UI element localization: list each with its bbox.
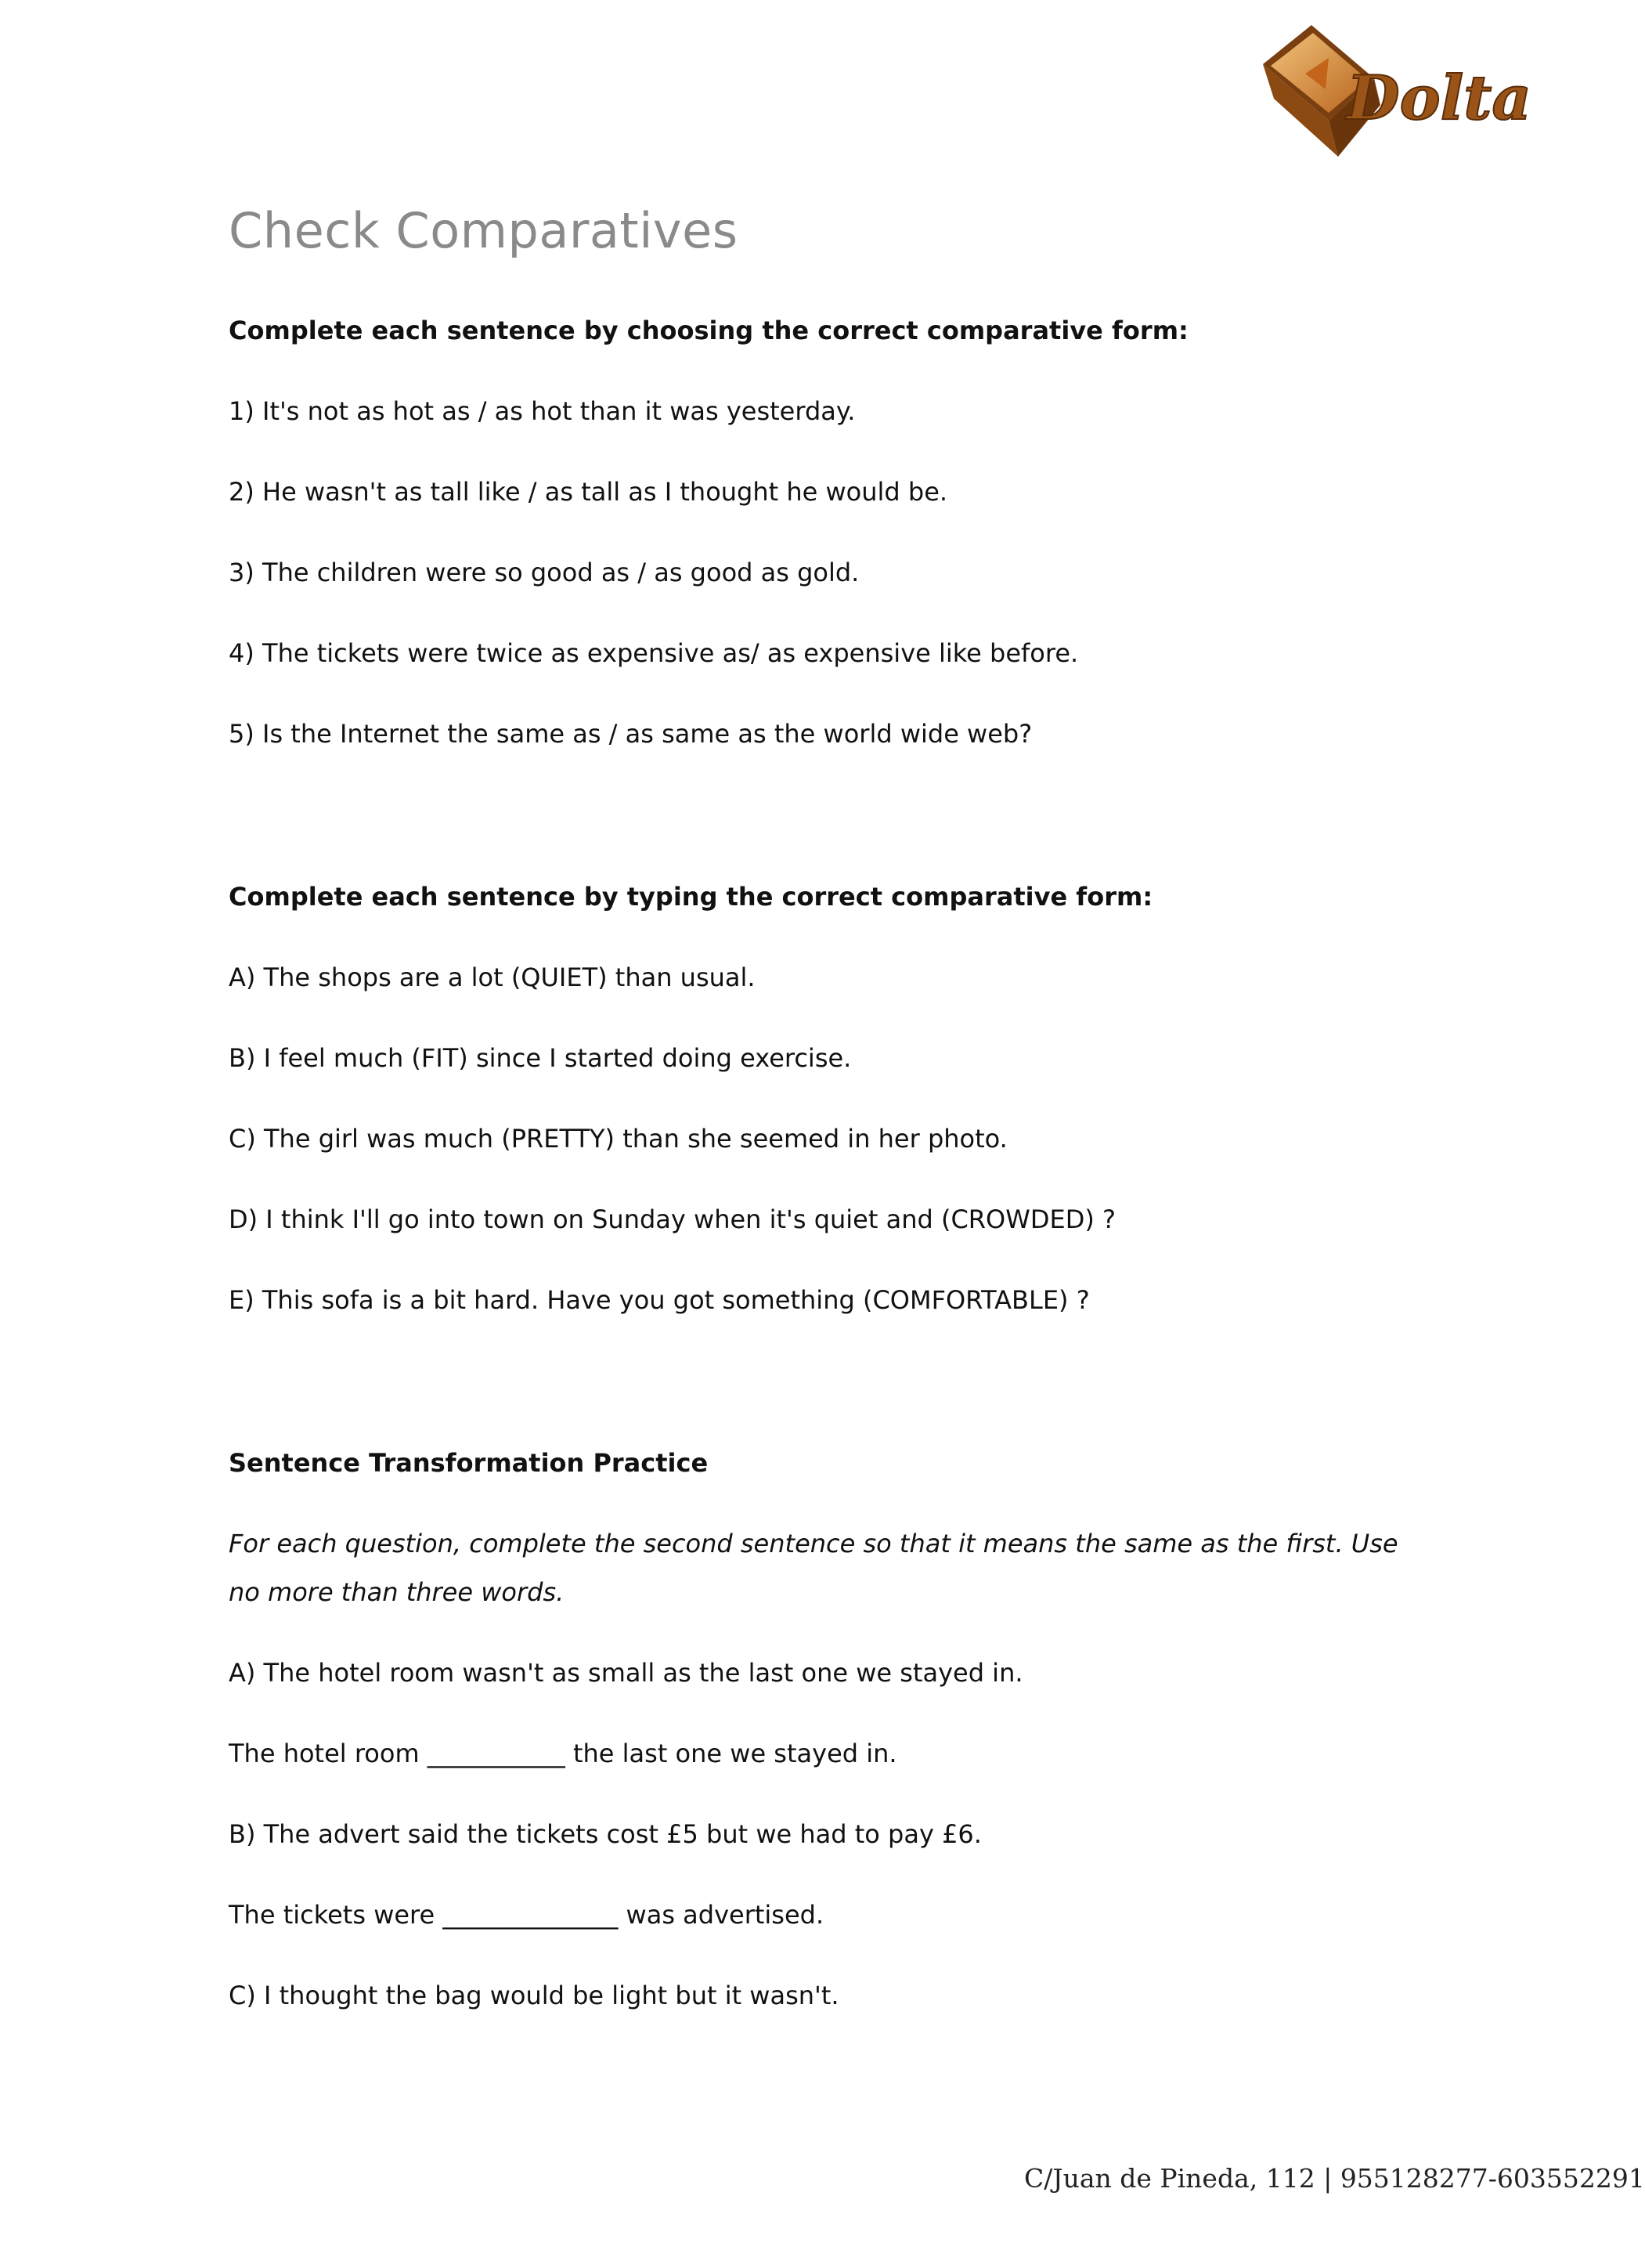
list-item: B) I feel much (FIT) since I started doing exercise. [229,1043,852,1073]
footer-address: C/Juan de Pineda, 112 | 955128277-603552291 [1024,2163,1645,2194]
list-item: 4) The tickets were twice as expensive as/ as expensive like before. [229,638,1079,668]
list-item: D) I think I'll go into town on Sunday when it's quiet and (CROWDED) ? [229,1204,1116,1234]
page-title: Check Comparatives [229,202,738,259]
list-item: 3) The children were so good as / as good as gold. [229,558,860,587]
list-item: The hotel room ___________ the last one we stayed in. [229,1739,897,1768]
instruction-text: For each question, complete the second sentence so that it means the same as the first. Use [229,1529,1398,1558]
list-item: 1) It's not as hot as / as hot than it was yesterday. [229,396,856,426]
list-item: C) I thought the bag would be light but it wasn't. [229,1981,839,2010]
list-item: C) The girl was much (PRETTY) than she seemed in her photo. [229,1124,1008,1154]
list-item: 2) He wasn't as tall like / as tall as I thought he would be. [229,477,948,507]
list-item: 5) Is the Internet the same as / as same as the world wide web? [229,719,1033,749]
dolta-logo [1257,17,1531,168]
list-item: A) The shops are a lot (QUIET) than usual. [229,962,756,992]
section-heading-transformation: Sentence Transformation Practice [229,1448,709,1478]
instruction-text: no more than three words. [229,1577,565,1607]
list-item: E) This sofa is a bit hard. Have you got something (COMFORTABLE) ? [229,1285,1090,1315]
list-item: B) The advert said the tickets cost £5 but we had to pay £6. [229,1819,982,1849]
svg-text:Dolta: Dolta [1347,63,1531,134]
section-heading-type: Complete each sentence by typing the correct comparative form: [229,882,1153,912]
list-item: The tickets were ______________ was advertised. [229,1900,824,1930]
section-heading-choose: Complete each sentence by choosing the correct comparative form: [229,316,1189,345]
list-item: A) The hotel room wasn't as small as the last one we stayed in. [229,1658,1023,1688]
